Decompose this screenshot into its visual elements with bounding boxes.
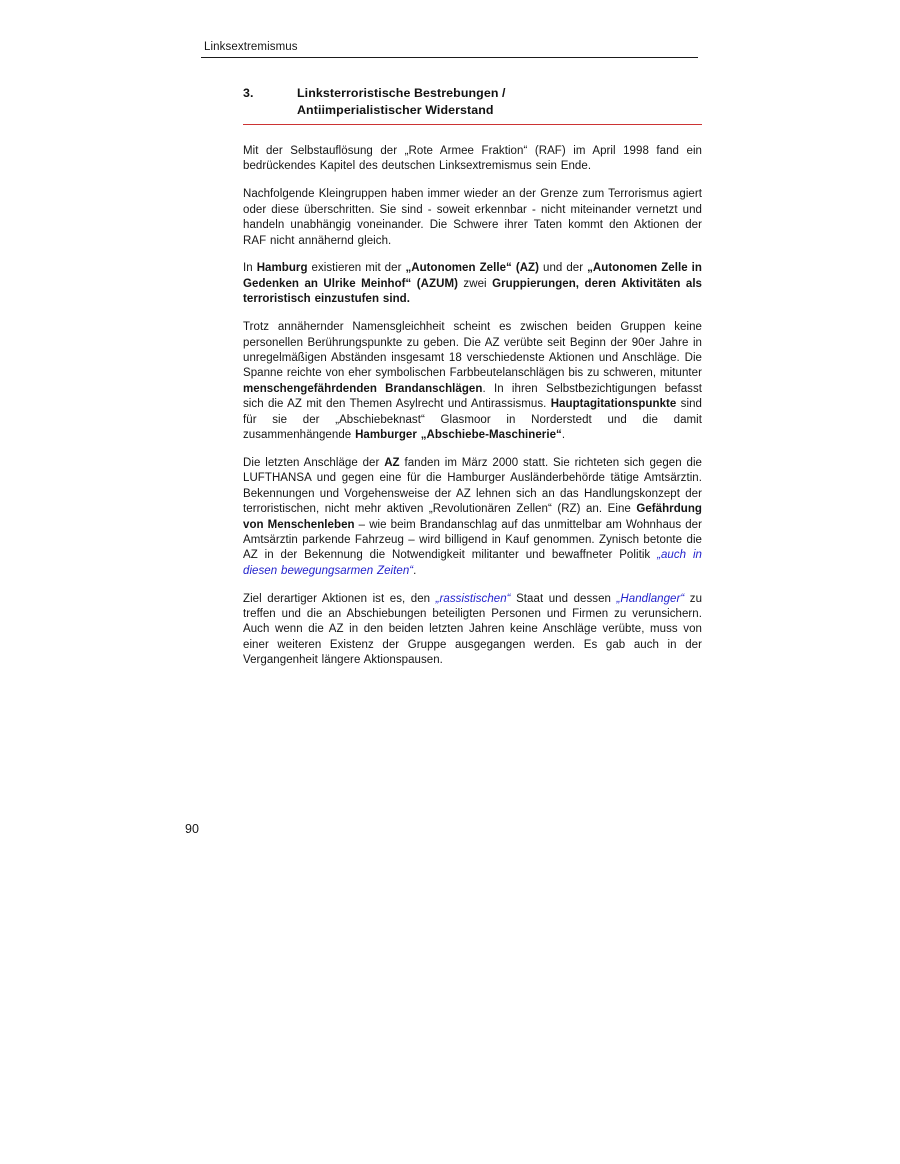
text-run: Nachfolgende Kleingruppen haben immer wieder an der Grenze zum Terrorismus agiert oder diese überschritten. Sie sind - soweit erkennbar - nicht miteinander vernetzt und handeln unabhängig voneinander. Die Schwere ihrer Taten kommt den Aktionen der RAF nicht annähernd gleich.: [243, 188, 702, 247]
paragraph: [243, 592, 702, 669]
text-run: Die letzten Anschläge der: [243, 456, 385, 469]
text-run: Ziel derartiger Aktionen ist es, den: [243, 592, 436, 605]
section-title-line1: Linksterroristische Bestrebungen /: [297, 86, 506, 100]
quote-run: „Handlanger“: [616, 592, 685, 605]
bold-run: Gruppierungen, deren Aktivitäten als terroristisch einzustufen sind.: [243, 277, 703, 306]
quote-run: „rassistischen“: [435, 592, 511, 605]
paragraph: [243, 261, 702, 307]
running-header: [204, 40, 298, 54]
bold-run: Hamburger „Abschiebe-Maschinerie“: [355, 429, 562, 441]
body-text: [243, 144, 702, 669]
text-run: . In ihren Selbstbezichtigungen befasst sich die AZ mit den Themen Asylrecht und Antirassismus.: [243, 382, 702, 411]
paragraph: [243, 320, 702, 443]
section-number: 3.: [243, 86, 254, 100]
paragraph: [243, 187, 702, 249]
text-run: Trotz annähernder Namensgleichheit scheint es zwischen beiden Gruppen keine personellen Berührungspunkte zu geben. Die AZ verübte seit Beginn der 90er Jahre in unregelmäßigen Abständen insgesamt 18 verschiedenste Aktionen und Anschläge. Die Spanne reichte von eher symbolischen Farbbeutelanschlägen bis zu schweren, mitunter: [243, 321, 702, 380]
text-run: In: [243, 262, 257, 275]
text-run: und der: [539, 262, 588, 275]
text-run: sind für sie der „Abschiebeknast“ Glasmoor in Norderstedt und die damit zusammenhängende: [243, 398, 702, 441]
text-run: existieren mit der: [307, 262, 406, 275]
bold-run: AZ: [384, 456, 400, 469]
text-run: Mit der Selbstauflösung der „Rote Armee Fraktion“ (RAF) im April 1998 fand ein bedrückendes Kapitel des deutschen Linksextremismus sein Ende.: [243, 145, 702, 173]
content-column: [243, 85, 702, 681]
bold-run: Hamburg: [256, 262, 308, 275]
text-run: zu treffen und die an Abschiebungen beteiligten Personen und Firmen zu verunsichern. Auch wenn die AZ in den beiden letzten Jahren keine Anschläge verübte, muss von einer weiteren Existenz der Gruppe ausgegangen werden. Es gab auch in der Vergangenheit längere Aktionspausen.: [243, 592, 703, 667]
bold-run: Hauptagitationspunkte: [550, 398, 677, 411]
section-title-line2: Antiimperialistischer Widerstand: [297, 103, 494, 117]
text-run: .: [413, 564, 417, 577]
text-run: Staat und dessen: [510, 592, 617, 605]
section-heading: [243, 85, 702, 119]
bold-run: „Autonomen Zelle in Gedenken an Ulrike Meinhof“ (AZUM): [243, 262, 702, 290]
running-header-title: Linksextremismus: [204, 41, 298, 53]
paragraph: [243, 144, 702, 175]
text-run: – wie beim Brandanschlag auf das unmittelbar am Wohnhaus der Amtsärztin parkende Fahrzeug – wird billigend in Kauf genommen. Zynisch betonte die AZ in der Bekennung die Notwendigkeit militanter und bewaffneter Politik: [243, 518, 702, 562]
section-title: [297, 85, 702, 119]
page-number: 90: [185, 822, 199, 836]
text-run: .: [561, 429, 566, 441]
text-run: fanden im März 2000 statt. Sie richteten sich gegen die LUFTHANSA und gegen eine für die Hamburger Ausländerbehörde tätige Amtsärztin. Bekennungen und Vorgehensweise der AZ lehnen sich an das Handlungskonzept der terroristischen, nicht mehr aktiven „Revolutionären Zellen“ (RZ) an. Eine: [243, 456, 702, 516]
header-rule: [201, 57, 698, 58]
bold-run: „Autonomen Zelle“ (AZ): [405, 262, 540, 275]
text-run: zwei: [457, 277, 493, 290]
paragraph: [243, 456, 702, 579]
section-heading-rule: [243, 124, 702, 125]
bold-run: menschengefährdenden Brandanschlägen: [243, 382, 483, 395]
bold-run: Gefährdung von Menschenleben: [243, 503, 702, 531]
quote-run: „auch in diesen bewegungsarmen Zeiten“: [243, 549, 702, 577]
